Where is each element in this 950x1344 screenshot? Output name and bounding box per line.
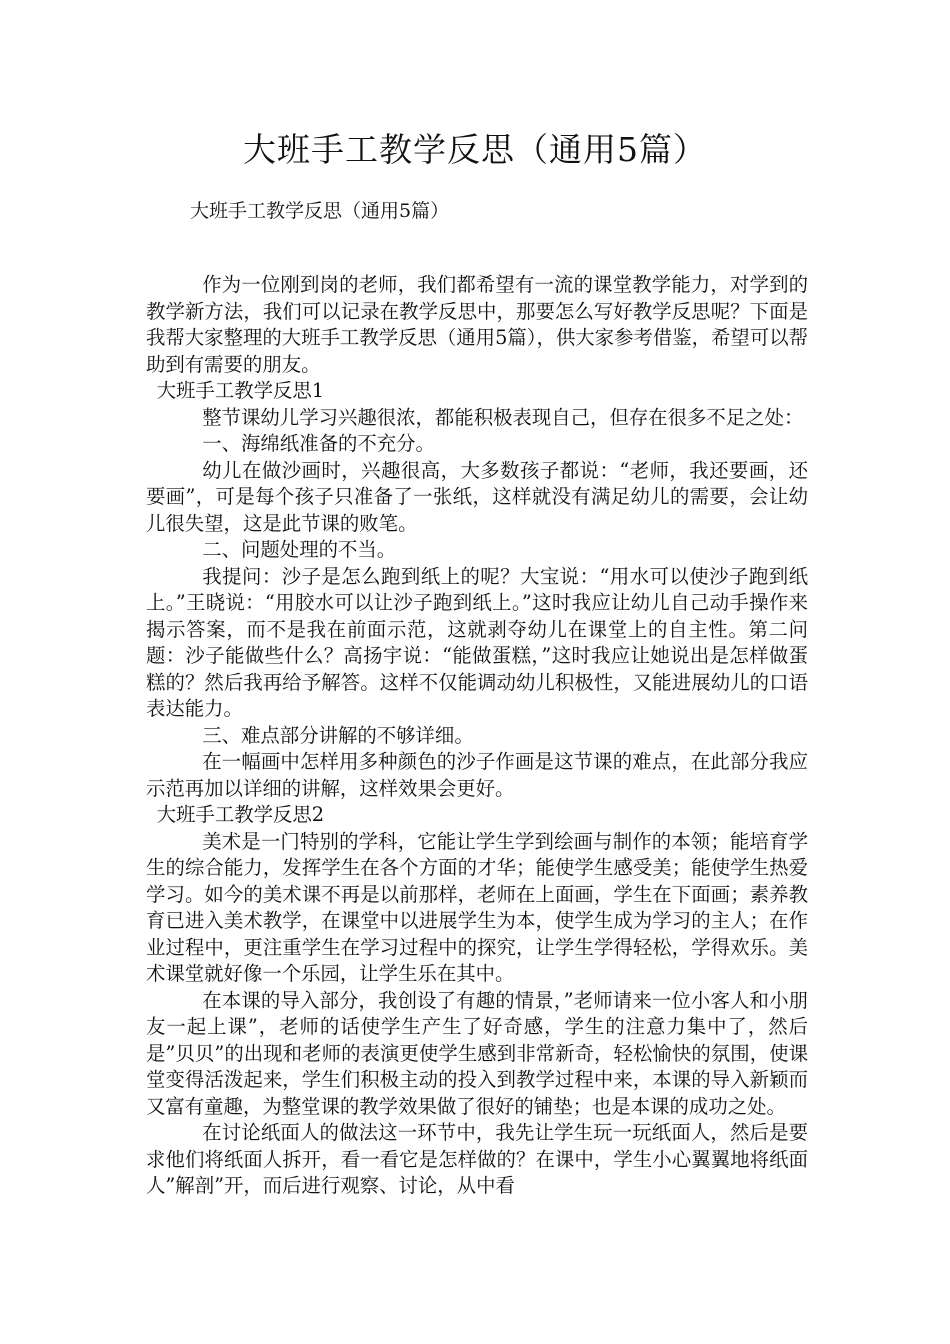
- intro-paragraph: 作为一位刚到岗的老师，我们都希望有一流的课堂教学能力，对学到的教学新方法，我们可以记录在教学反思中，那要怎么写好教学反思呢？下面是我帮大家整理的大班手工教学反思（通用5篇），供大家参考借鉴，希望可以帮助到有需要的朋友。: [146, 273, 808, 376]
- paragraph: 在一幅画中怎样用多种颜色的沙子作画是这节课的难点，在此部分我应示范再加以详细的讲解，这样效果会更好。: [146, 750, 808, 800]
- paragraph: 在本课的导入部分，我创设了有趣的情景，”老师请来一位小客人和小朋友一起上课”，老师的话使学生产生了好奇感，学生的注意力集中了，然后是”贝贝”的出现和老师的表演更使学生感到非常新奇，轻松愉快的氛围，使课堂变得活泼起来，学生们积极主动的投入到教学过程中来，本课的导入新颖而又富有童趣，为整堂课的教学效果做了很好的铺垫；也是本课的成功之处。: [146, 988, 808, 1118]
- document-subtitle: 大班手工教学反思（通用5篇）: [190, 200, 450, 222]
- document-body: [146, 272, 808, 1200]
- paragraph: 一、海绵纸准备的不充分。: [202, 432, 435, 455]
- paragraph: 二、问题处理的不当。: [202, 538, 397, 561]
- paragraph: 三、难点部分讲解的不够详细。: [202, 723, 474, 747]
- paragraph: 整节课幼儿学习兴趣很浓，都能积极表现自己，但存在很多不足之处：: [202, 405, 804, 429]
- paragraph: 幼儿在做沙画时，兴趣很高，大多数孩子都说：“老师，我还要画，还要画”，可是每个孩子只准备了一张纸，这样就没有满足幼儿的需要，会让幼儿很失望，这是此节课的败笔。: [146, 458, 808, 535]
- paragraph: 在讨论纸面人的做法这一环节中，我先让学生玩一玩纸面人，然后是要求他们将纸面人拆开，看一看它是怎样做的？在课中，学生小心翼翼地将纸面人”解剖”开，而后进行观察、讨论，从中看: [146, 1121, 808, 1197]
- paragraph: 美术是一门特别的学科，它能让学生学到绘画与制作的本领；能培育学生的综合能力，发挥学生在各个方面的才华；能使学生感受美；能使学生热爱学习。如今的美术课不再是以前那样，老师在上面画，学生在下面画；素养教育已进入美术教学，在课堂中以进展学生为本，使学生成为学习的主人；在作业过程中，更注重学生在学习过程中的探究，让学生学得轻松，学得欢乐。美术课堂就好像一个乐园，让学生乐在其中。: [146, 829, 808, 985]
- section-heading-1: 大班手工教学反思1: [156, 379, 325, 402]
- document-title: 大班手工教学反思（通用5篇）: [243, 130, 707, 169]
- section-heading-2: 大班手工教学反思2: [156, 803, 325, 826]
- paragraph: 我提问：沙子是怎么跑到纸上的呢？大宝说：“用水可以使沙子跑到纸上。”王晓说：“用胶水可以让沙子跑到纸上。”这时我应让幼儿自己动手操作来揭示答案，而不是我在前面示范，这就剥夺幼儿在课堂上的自主性。第二问题：沙子能做些什么？高扬宇说：“能做蛋糕，”这时我应让她说出是怎样做蛋糕的？然后我再给予解答。这样不仅能调动幼儿积极性，又能进展幼儿的口语表达能力。: [146, 564, 808, 720]
